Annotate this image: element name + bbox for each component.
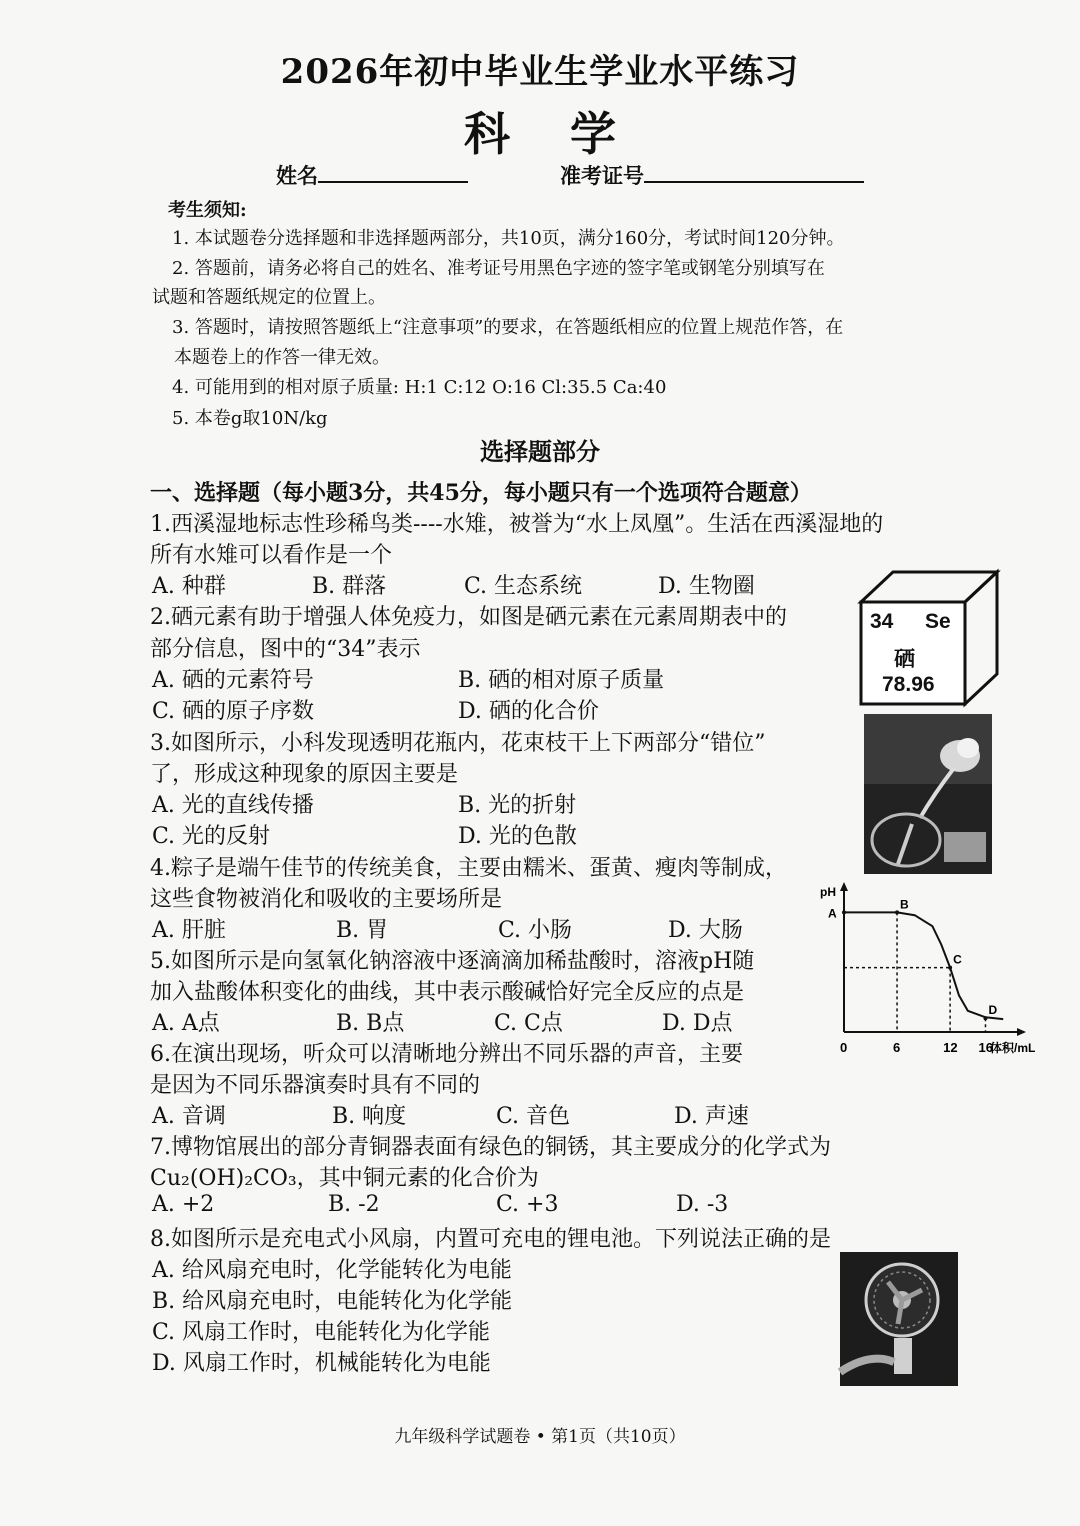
notice-line: 试题和答题纸规定的位置上。 (152, 287, 386, 308)
q2-option-b[interactable]: B. 硒的相对原子质量 (458, 668, 665, 693)
q6-option-b[interactable]: B. 响度 (332, 1104, 407, 1129)
name-field[interactable] (276, 160, 468, 190)
ph-curve-chart (818, 880, 1036, 1060)
question-6-line: 6.在演出现场，听众可以清晰地分辨出不同乐器的声音，主要 (150, 1042, 743, 1067)
notice-line: 本题卷上的作答一律无效。 (174, 347, 390, 368)
q4-option-a[interactable]: A. 肝脏 (152, 918, 226, 943)
data-point-c (948, 966, 952, 970)
element-symbol: Se (925, 610, 951, 633)
question-3-line: 3.如图所示，小科发现透明花瓶内，花束枝干上下两部分“错位” (150, 731, 766, 756)
q3-option-a[interactable]: A. 光的直线传播 (152, 793, 314, 818)
y-axis-arrow (840, 882, 848, 891)
element-mass: 78.96 (882, 673, 935, 696)
name-label: 姓名 (276, 163, 318, 188)
subject-title: 科学 (464, 107, 676, 161)
id-field[interactable] (560, 160, 864, 190)
q1-option-d[interactable]: D. 生物圈 (658, 574, 755, 599)
x-axis-arrow (1017, 1028, 1026, 1036)
section-title: 选择题部分 (480, 437, 600, 466)
point-label-c: C (953, 952, 962, 967)
question-1-line: 所有水雉可以看作是一个 (150, 543, 393, 568)
question-7-line: Cu₂(OH)₂CO₃，其中铜元素的化合价为 (150, 1166, 539, 1191)
element-name: 硒 (894, 646, 915, 671)
q5-option-b[interactable]: B. B点 (336, 1011, 405, 1036)
notice-line: 4. 可能用到的相对原子质量: H:1 C:12 O:16 Cl:35.5 Ca:40 (172, 377, 667, 398)
q6-option-d[interactable]: D. 声速 (674, 1104, 749, 1129)
id-blank[interactable] (644, 179, 864, 183)
q2-option-a[interactable]: A. 硒的元素符号 (152, 668, 314, 693)
question-5-line: 加入盐酸体积变化的曲线，其中表示酸碱恰好完全反应的点是 (150, 980, 745, 1005)
data-point-d (983, 1016, 987, 1020)
q3-option-c[interactable]: C. 光的反射 (152, 824, 271, 849)
name-blank[interactable] (318, 179, 468, 183)
point-label-a: A (828, 906, 837, 921)
question-4-line: 这些食物被消化和吸收的主要场所是 (150, 887, 503, 912)
q6-option-c[interactable]: C. 音色 (496, 1104, 571, 1129)
question-3-line: 了，形成这种现象的原因主要是 (150, 762, 459, 787)
question-5-line: 5.如图所示是向氢氧化钠溶液中逐滴滴加稀盐酸时，溶液pH随 (150, 949, 755, 974)
question-8-line: 8.如图所示是充电式小风扇，内置可充电的锂电池。下列说法正确的是 (150, 1227, 831, 1252)
q1-option-c[interactable]: C. 生态系统 (464, 574, 583, 599)
q6-option-a[interactable]: A. 音调 (152, 1104, 226, 1129)
point-label-b: B (900, 897, 909, 912)
notice-line: 2. 答题前，请务必将自己的姓名、准考证号用黑色字迹的签字笔或钢笔分别填写在 (172, 258, 825, 279)
flower-vase-photo (864, 714, 992, 874)
ph-series-line (844, 912, 1003, 1019)
q5-option-a[interactable]: A. A点 (152, 1011, 220, 1036)
y-axis-label: pH (820, 885, 836, 899)
question-2-line: 部分信息，图中的“34”表示 (150, 637, 421, 662)
exam-title: 2026年初中毕业生学业水平练习 (280, 52, 800, 92)
q5-option-d[interactable]: D. D点 (662, 1011, 733, 1036)
notice-line: 5. 本卷g取10N/kg (172, 408, 328, 429)
x-tick-label: 6 (893, 1040, 901, 1055)
q4-option-d[interactable]: D. 大肠 (668, 918, 743, 943)
section-heading: 一、选择题（每小题3分，共45分，每小题只有一个选项符合题意） (150, 480, 812, 506)
q1-option-b[interactable]: B. 群落 (312, 574, 387, 599)
question-1-line: 1.西溪湿地标志性珍稀鸟类----水雉，被誉为“水上凤凰”。生活在西溪湿地的 (150, 512, 884, 537)
q4-option-c[interactable]: C. 小肠 (498, 918, 573, 943)
question-7-line: 7.博物馆展出的部分青铜器表面有绿色的铜锈，其主要成分的化学式为 (150, 1135, 831, 1160)
id-label: 准考证号 (560, 163, 644, 188)
question-6-line: 是因为不同乐器演奏时具有不同的 (150, 1073, 481, 1098)
question-2-line: 2.硒元素有助于增强人体免疫力，如图是硒元素在元素周期表中的 (150, 605, 787, 630)
point-label-d: D (988, 1003, 998, 1018)
q3-option-d[interactable]: D. 光的色散 (458, 824, 577, 849)
question-4-line: 4.粽子是端午佳节的传统美食，主要由糯米、蛋黄、瘦肉等制成， (150, 856, 787, 881)
q7-option-a[interactable]: A. +2 (152, 1192, 215, 1217)
q3-option-b[interactable]: B. 光的折射 (458, 793, 577, 818)
q1-option-a[interactable]: A. 种群 (152, 574, 226, 599)
q7-option-d[interactable]: D. -3 (676, 1192, 729, 1217)
x-tick-label: 0 (840, 1040, 848, 1055)
notice-heading: 考生须知: (168, 200, 247, 221)
x-axis-label: 体积/mL (990, 1041, 1036, 1055)
q4-option-b[interactable]: B. 胃 (336, 918, 389, 943)
q2-option-c[interactable]: C. 硒的原子序数 (152, 699, 315, 724)
notice-line: 1. 本试题卷分选择题和非选择题两部分，共10页，满分160分，考试时间120分钟。 (172, 228, 845, 249)
q5-option-c[interactable]: C. C点 (494, 1011, 563, 1036)
element-number: 34 (870, 610, 894, 633)
q8-option-c[interactable]: C. 风扇工作时，电能转化为化学能 (152, 1320, 491, 1345)
q8-option-d[interactable]: D. 风扇工作时，机械能转化为电能 (152, 1351, 491, 1376)
q7-option-c[interactable]: C. +3 (496, 1192, 559, 1217)
notice-line: 3. 答题时，请按照答题纸上“注意事项”的要求，在答题纸相应的位置上规范作答，在 (172, 317, 844, 338)
data-point-a (842, 910, 846, 914)
q7-option-b[interactable]: B. -2 (328, 1192, 380, 1217)
q8-option-a[interactable]: A. 给风扇充电时，化学能转化为电能 (152, 1258, 512, 1283)
q8-option-b[interactable]: B. 给风扇充电时，电能转化为化学能 (152, 1289, 513, 1314)
x-tick-label: 12 (943, 1040, 958, 1055)
rechargeable-fan-photo (840, 1252, 958, 1386)
page-footer: 九年级科学试题卷 • 第1页（共10页） (394, 1427, 686, 1447)
x-tick-label: 16 (978, 1040, 993, 1055)
q2-option-d[interactable]: D. 硒的化合价 (458, 699, 599, 724)
data-point-b (895, 910, 899, 914)
